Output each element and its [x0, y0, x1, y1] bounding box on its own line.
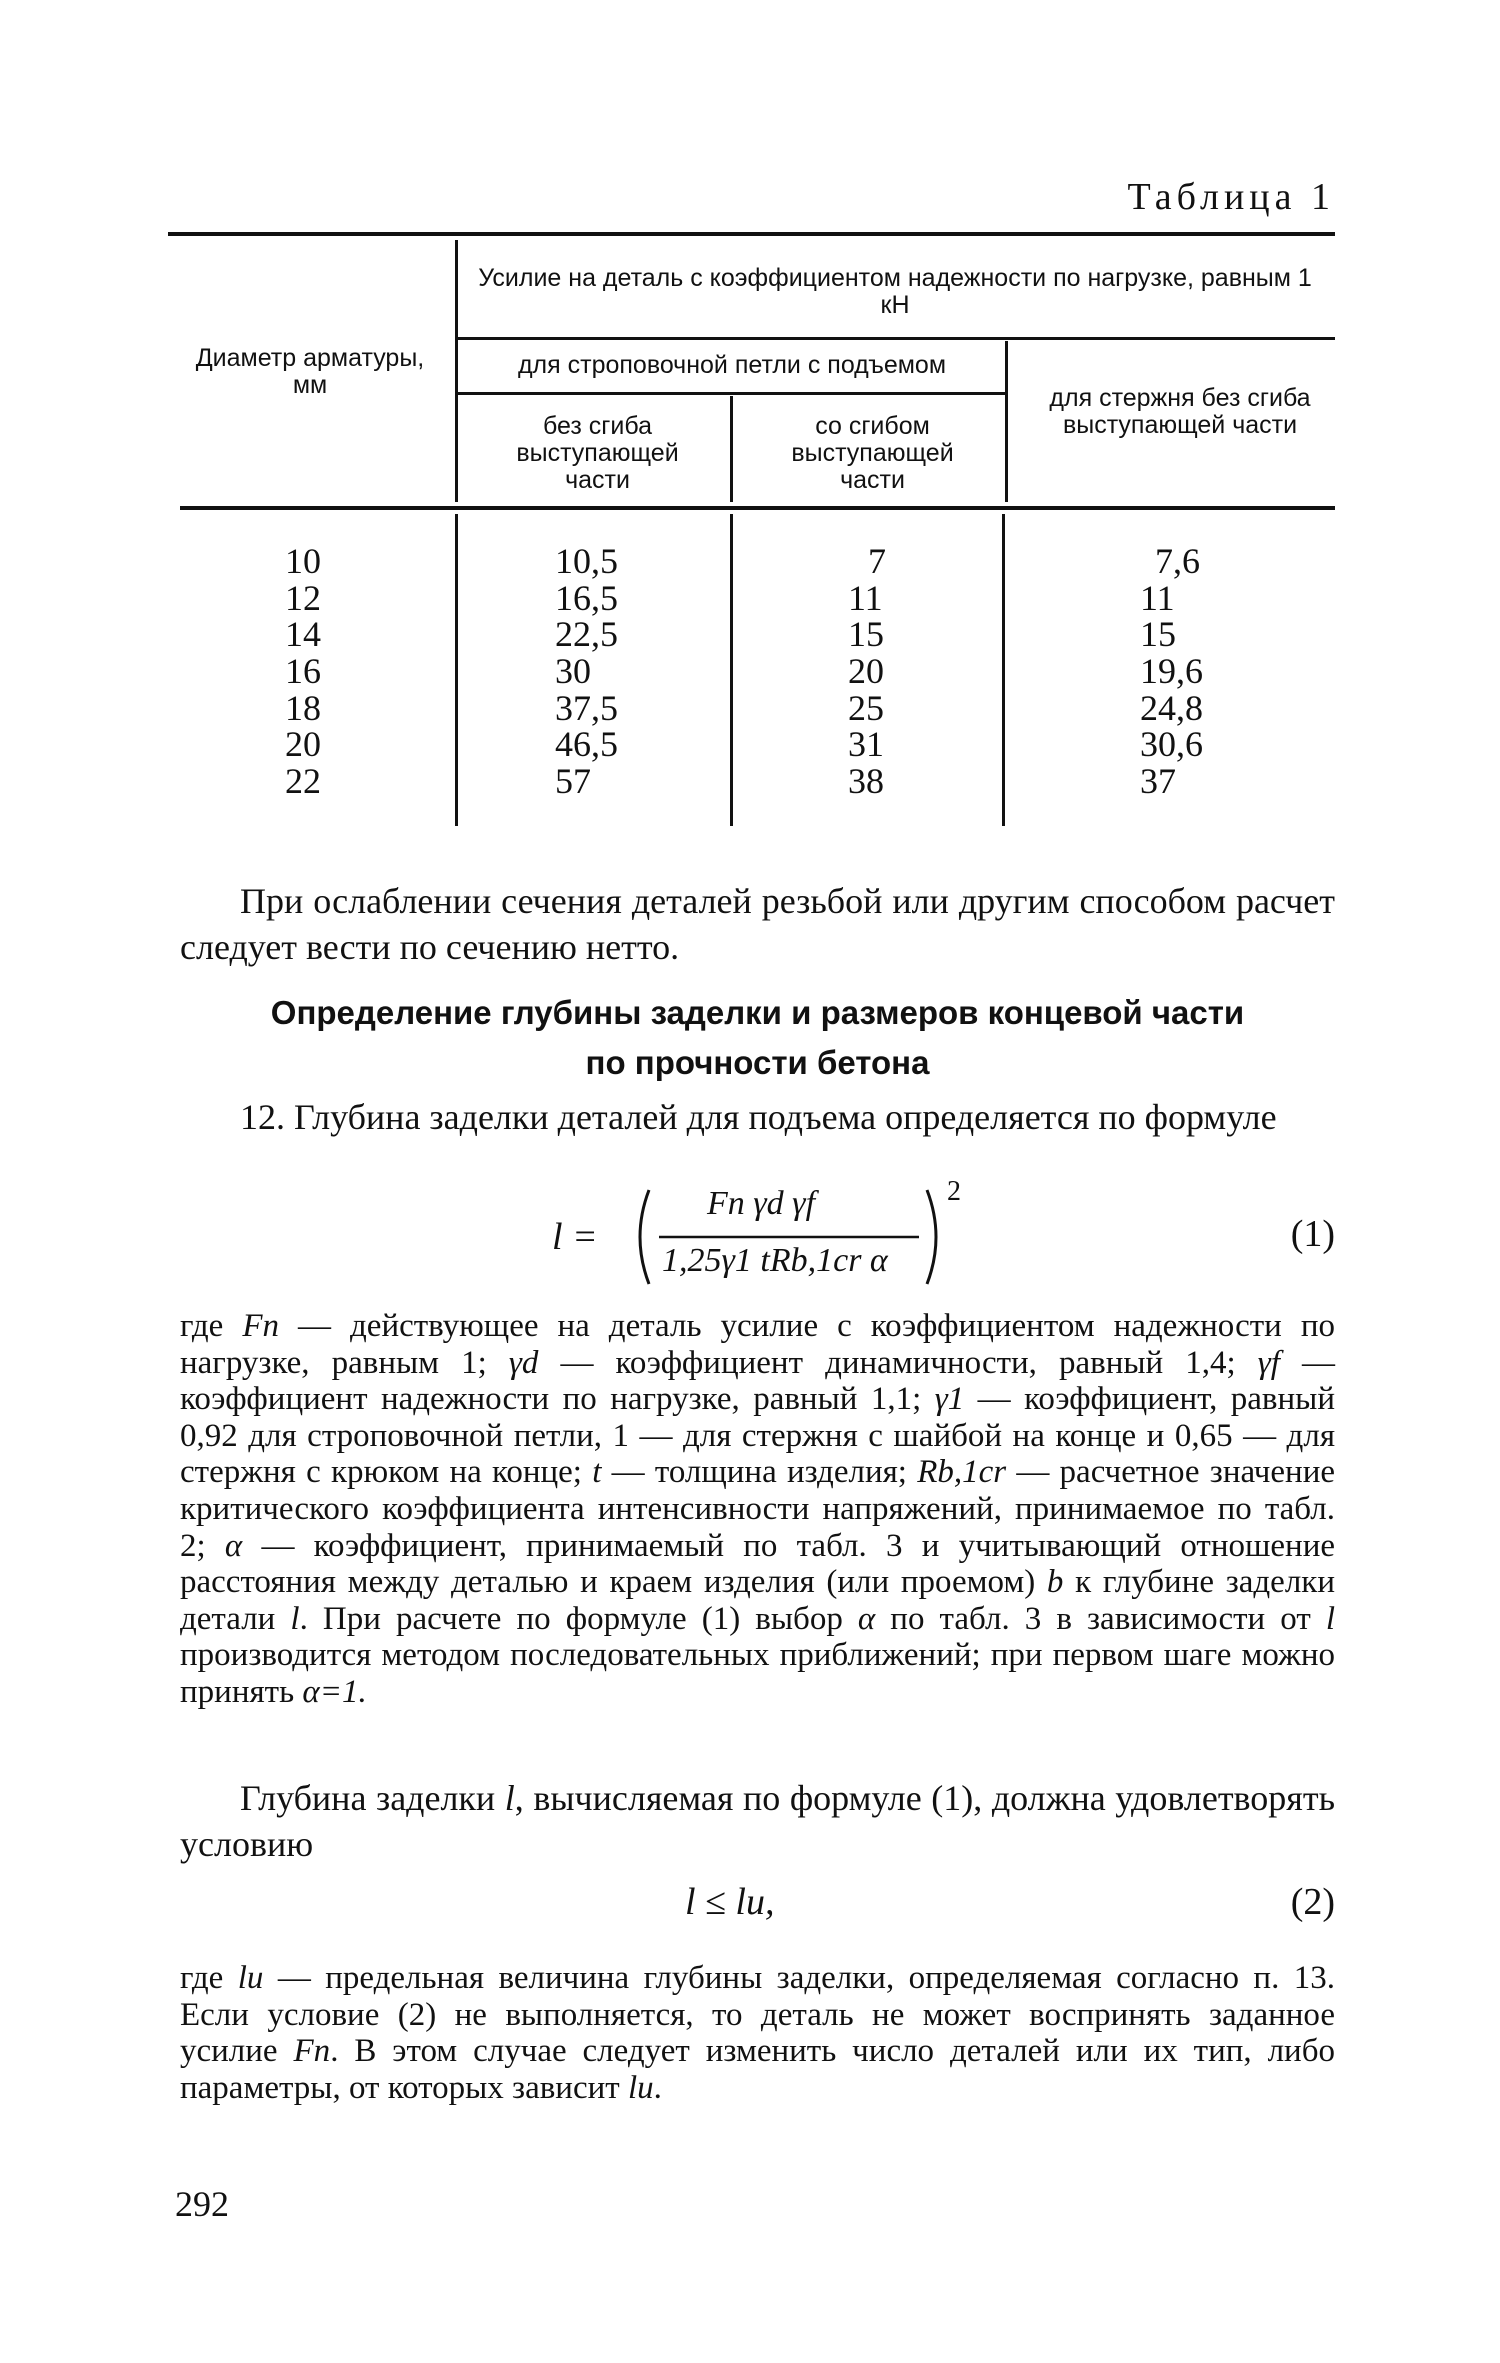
- table-cell: 15: [848, 614, 884, 655]
- table-vrule-3b: [1002, 514, 1005, 826]
- symbol-Fn: Fn: [242, 1308, 280, 1344]
- formula-2-expr: l ≤ lu,: [685, 1881, 775, 1923]
- table-cell: 46,5: [555, 724, 618, 765]
- symbol-b: b: [1046, 1564, 1064, 1601]
- formula-2-number: (2): [1290, 1881, 1335, 1923]
- where-text: — коэффициент, равный 0,92 для строповочной петли, 1 — для стержня с шайбой на конце и 0,65 — для стержня с крюком на конце;: [180, 1381, 1336, 1491]
- col-header-diameter: [185, 345, 435, 399]
- section-heading-line-1: Определение глубины заделки и размеров концевой части: [270, 994, 1245, 1031]
- where-block: [180, 1308, 1335, 1711]
- paragraph-text: , вычисляемая по формуле (1), должна удовлетворять условию: [180, 1778, 1336, 1864]
- col-subgroup-header: [462, 352, 1002, 379]
- group-header-rule: [456, 337, 1335, 340]
- paragraph-text: — предельная величина глубины заделки, определяемая согласно п. 13. Если условие (2) не выполняется, то деталь не может воспринять заданное усилие: [180, 1960, 1335, 2070]
- symbol-l: l: [290, 1600, 300, 1637]
- symbol-lu: lu: [627, 2069, 654, 2106]
- symbol-gamma-d: γd: [508, 1344, 539, 1381]
- table-cell: 37: [1140, 761, 1176, 802]
- col-header-rod-text: для стержня без сгиба выступающей части: [1049, 384, 1311, 439]
- table-cell: 11: [1140, 577, 1175, 618]
- symbol-alpha: α: [857, 1600, 876, 1637]
- page-number: 292: [175, 2184, 229, 2224]
- table-cell: 25: [848, 687, 884, 728]
- table-cell: 15: [1140, 614, 1176, 655]
- formula-1-denominator: 1,25γ1 tRb,1cr α: [662, 1242, 888, 1279]
- col-group-header: [470, 265, 1320, 319]
- where-text: по табл. 3 в зависимости от: [875, 1600, 1311, 1637]
- col-header-with-bend: [765, 413, 980, 494]
- table-cell: 31: [848, 724, 884, 765]
- table-cell: 14: [285, 614, 321, 655]
- table-cell: 30,6: [1140, 724, 1203, 765]
- table-cell: 10: [285, 541, 321, 581]
- symbol-gamma-1: γ1: [934, 1381, 965, 1418]
- table-cell: 38: [848, 761, 884, 802]
- column-with-bend: [848, 543, 886, 800]
- section-heading: [180, 988, 1335, 1088]
- col-header-diameter-text: Диаметр арматуры, мм: [195, 344, 425, 399]
- table-cell: 22,5: [555, 614, 618, 655]
- formula-1-number: (1): [1290, 1213, 1335, 1255]
- col-subgroup-header-text: для строповочной петли с подъемом: [517, 351, 947, 379]
- where-text: где: [180, 1308, 224, 1344]
- table-cell: 19,6: [1140, 651, 1203, 692]
- table-cell: 7,6: [1155, 541, 1200, 581]
- paragraph-text: . В этом случае следует изменить число деталей или их тип, либо параметры, от которых зависит: [180, 2033, 1335, 2106]
- symbol-alpha: α: [224, 1527, 243, 1564]
- symbol-t: t: [592, 1454, 602, 1491]
- table-vrule-2b: [730, 514, 733, 826]
- where-text: производится методом последовательных приближений; при первом шаге можно принять: [180, 1637, 1335, 1710]
- table-cell: 20: [848, 651, 884, 692]
- subgroup-header-rule: [456, 392, 1006, 395]
- column-without-bend: [555, 543, 618, 800]
- table-vrule-2: [730, 396, 733, 502]
- table-cell: 30: [555, 651, 591, 692]
- symbol-Rb1cr: Rb,1cr: [917, 1454, 1007, 1491]
- col-header-without-bend: [490, 413, 705, 494]
- table-cell: 16,5: [555, 577, 618, 618]
- paragraph-final: [180, 1960, 1335, 2106]
- symbol-lu: lu: [237, 1960, 264, 1996]
- where-text: — коэффициент, принимаемый по табл. 3 и учитывающий отношение расстояния между деталью и краем изделия (или проемом): [180, 1527, 1336, 1601]
- paragraph-netto: При ослаблении сечения деталей резьбой или другим способом расчет следует вести по сечению нетто.: [180, 881, 1335, 967]
- formula-1-numerator: Fn γd γf: [707, 1185, 816, 1222]
- alpha-equals-1: α=1.: [302, 1673, 367, 1710]
- table-cell: 12: [285, 577, 321, 618]
- table-cell: 37,5: [555, 687, 618, 728]
- col-header-without-bend-text: без сгиба выступающей части: [516, 412, 679, 494]
- paragraph-12: 12. Глубина заделки деталей для подъема определяется по формуле: [240, 1097, 1277, 1137]
- table-cell: 11: [848, 577, 883, 618]
- where-text: — коэффициент надежности по нагрузке, равный 1,1;: [180, 1344, 1335, 1418]
- table-caption: Таблица 1: [1127, 176, 1335, 218]
- paragraph-text: .: [653, 2069, 662, 2106]
- table-cell: 20: [285, 724, 321, 765]
- table-vrule-1b: [455, 514, 458, 826]
- table-cell: 57: [555, 761, 591, 802]
- table-cell: 10,5: [555, 541, 618, 581]
- paragraph-depth-condition: [180, 1775, 1335, 1867]
- table-top-rule: [168, 232, 1335, 236]
- table-cell: 16: [285, 651, 321, 692]
- column-rod: [1140, 543, 1203, 800]
- where-text: — расчетное значение критического коэффициента интенсивности напряжений, принимаемое по табл. 2;: [180, 1454, 1336, 1564]
- formula-1: [552, 1176, 972, 1292]
- section-heading-line-2: по прочности бетона: [585, 1044, 930, 1081]
- col-header-rod: [1030, 385, 1330, 439]
- where-text: — действующее на деталь усилие с коэффициентом надежности по нагрузке, равным 1;: [180, 1308, 1335, 1381]
- table-cell: 24,8: [1140, 687, 1203, 728]
- column-diameter: [285, 543, 321, 800]
- where-text: — коэффициент динамичности, равный 1,4;: [538, 1344, 1236, 1381]
- formula-2: [685, 1880, 774, 1924]
- paragraph-text: Глубина заделки: [240, 1778, 496, 1818]
- symbol-gamma-f: γf: [1257, 1344, 1280, 1381]
- symbol-Fn: Fn: [293, 2033, 331, 2070]
- col-group-header-text: Усилие на деталь с коэффициентом надежности по нагрузке, равным 1 кН: [478, 264, 1312, 319]
- table-cell: 7: [868, 541, 886, 581]
- table-cell: 22: [285, 761, 321, 802]
- table-vrule-1: [455, 240, 458, 502]
- formula-1-power: 2: [947, 1176, 961, 1207]
- where-text: к глубине заделки детали: [180, 1564, 1335, 1637]
- col-header-with-bend-text: со сгибом выступающей части: [791, 412, 954, 494]
- table-header-rule: [180, 506, 1335, 510]
- table-cell: 18: [285, 687, 321, 728]
- table-vrule-3: [1005, 341, 1008, 502]
- where-text: — толщина изделия;: [601, 1454, 907, 1491]
- where-text: . При расчете по формуле (1) выбор: [299, 1600, 843, 1637]
- formula-1-lhs: l =: [552, 1216, 598, 1258]
- symbol-l: l: [1325, 1600, 1335, 1637]
- symbol-l: l: [504, 1778, 515, 1818]
- paragraph-text: где: [180, 1960, 224, 1996]
